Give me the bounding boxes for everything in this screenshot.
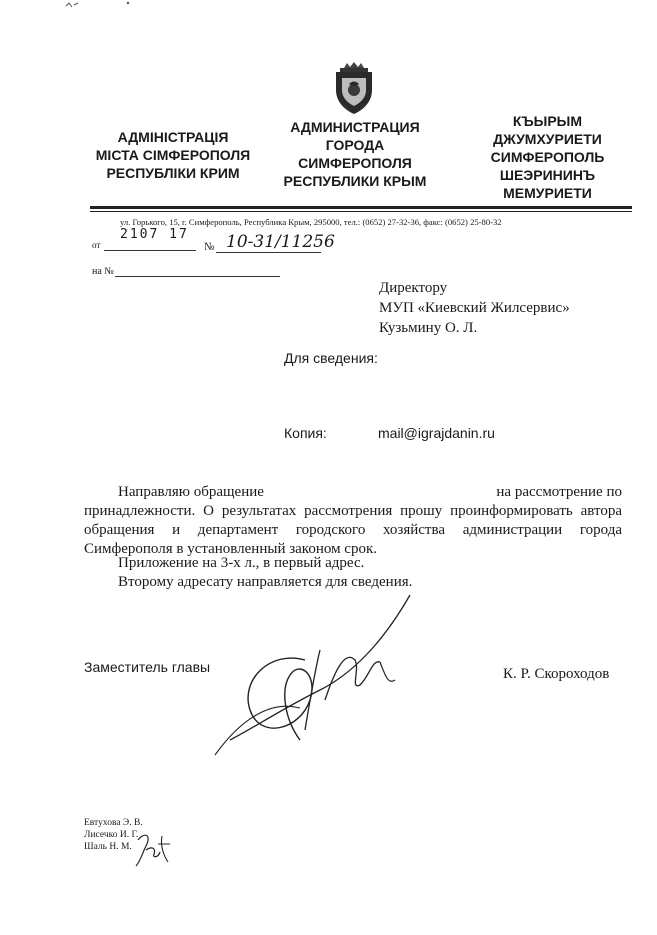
from-label: от (92, 240, 101, 250)
addressee-line: МУП «Киевский Жилсервис» (379, 300, 570, 316)
coat-of-arms-icon (330, 60, 378, 116)
header-ua-line: МІСТА СІМФЕРОПОЛЯ (95, 147, 251, 163)
to-label: на № (92, 266, 114, 277)
body-paragraph-1 (84, 483, 622, 559)
header-ua (88, 128, 258, 182)
copy-label: Копия: (284, 425, 327, 441)
address-line: ул. Горького, 15, г. Симферополь, Республика Крым, 295000, тел.: (0652) 27-32-36, факс: (0652) 25-80-32 (120, 217, 502, 227)
addressee-line: Директору (379, 280, 448, 296)
header-ru-line: АДМИНИСТРАЦИЯ (290, 119, 420, 135)
copy-email: mail@igrajdanin.ru (378, 425, 495, 441)
body-paragraph-3: Второму адресату направляется для сведения. (118, 574, 413, 590)
executor-line: Лисечко И. Г. (84, 830, 139, 840)
header-ua-line: АДМІНІСТРАЦІЯ (117, 129, 229, 145)
body-p1-rest: принадлежности. О результатах рассмотрения прошу проинформировать автора обращения и департамент городского хозяйства администрации города Симферополя в установленный законом срок. (84, 503, 622, 557)
from-underline (104, 250, 196, 251)
initials-mark (132, 828, 177, 868)
executor-line: Евтухова Э. В. (84, 818, 143, 828)
header-divider-thin (90, 211, 632, 212)
signature-position: Заместитель главы (84, 659, 211, 675)
header-crh (465, 112, 630, 202)
header-ru-line: ГОРОДА (325, 137, 385, 153)
header-crh-line: ШЕЭРИНИНЪ (499, 167, 596, 183)
number-handwritten: 10-31/11256 (226, 232, 335, 252)
info-label: Для сведения: (284, 350, 378, 366)
signature-name: К. Р. Скороходов (503, 666, 610, 682)
header-ru-line: СИМФЕРОПОЛЯ (298, 155, 412, 171)
body-paragraph-2: Приложение на 3-х л., в первый адрес. (118, 555, 365, 571)
body-p1-start: Направляю обращение (118, 484, 264, 500)
number-underline (216, 252, 321, 253)
addressee-block (379, 278, 570, 338)
signature-image (210, 590, 440, 760)
header-ua-line: РЕСПУБЛІКИ КРИМ (106, 165, 240, 181)
header-ru-line: РЕСПУБЛИКИ КРЫМ (283, 173, 427, 189)
executor-line: Шаль Н. М. (84, 842, 132, 852)
header-ru (270, 118, 440, 190)
corner-marks (60, 0, 140, 14)
header-crh-line: СИМФЕРОПОЛЬ (490, 149, 605, 165)
header-crh-line: МЕМУРИЕТИ (503, 185, 592, 201)
to-underline (115, 276, 280, 277)
header-divider-thick (90, 206, 632, 209)
body-p1-end: на рассмотрение по (496, 484, 622, 500)
date-stamp: 2107 17 (120, 227, 189, 242)
addressee-line: Кузьмину О. Л. (379, 320, 478, 336)
number-label: № (204, 241, 215, 253)
header-crh-line: ДЖУМХУРИЕТИ (493, 131, 602, 147)
header-crh-line: КЪЫРЫМ (512, 113, 583, 129)
